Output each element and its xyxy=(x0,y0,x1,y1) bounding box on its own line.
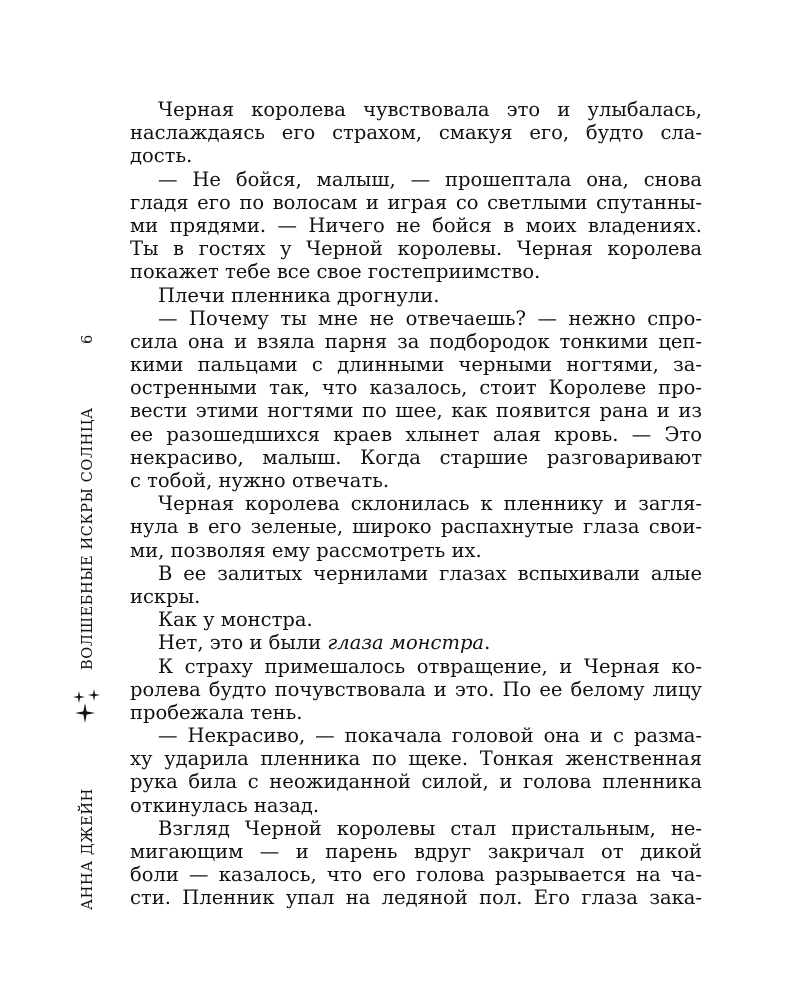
text-line: ми, позволяя ему рассмотреть их. xyxy=(130,538,482,562)
text-line: ми прядями. — Ничего не бойся в моих владениях. xyxy=(130,213,702,237)
text-line: рука била с неожиданной силой, и голова пленника xyxy=(130,770,702,794)
text-line: вести этими ногтями по шее, как появится рана и из xyxy=(130,399,702,423)
text-line: Черная королева склонилась к пленнику и загля- xyxy=(158,492,702,516)
text-line: некрасиво, малыш. Когда старшие разговаривают xyxy=(130,445,702,469)
text-line: ролева будто почувствовала и это. По ее белому лицу xyxy=(130,677,702,701)
text-line: В ее залитых чернилами глазах вспыхивали алые xyxy=(158,561,702,585)
running-head xyxy=(74,320,104,910)
text-line: с тобой, нужно отвечать. xyxy=(130,469,390,492)
text-line: нула в его зеленые, широко распахнутые глаза свои- xyxy=(130,515,702,539)
text-line: сила она и взяла парня за подбородок тонкими цеп- xyxy=(130,329,702,353)
stars-ornament-icon xyxy=(72,685,102,725)
text-line: пробежала тень. xyxy=(130,700,303,724)
text-line: Ты в гостях у Черной королевы. Черная королева xyxy=(130,237,702,261)
text-line: наслаждаясь его страхом, смакуя его, будто сла- xyxy=(130,121,702,145)
text-line: дость. xyxy=(130,144,193,168)
text-line: искры. xyxy=(130,584,201,608)
body-text xyxy=(130,98,702,910)
text-line: боли — казалось, что его голова разрывается на ча- xyxy=(130,863,702,887)
text-line: ху ударила пленника по щеке. Тонкая женственная xyxy=(130,747,702,771)
running-head-title: ВОЛШЕБНЫЕ ИСКРЫ СОЛНЦА xyxy=(80,407,96,670)
text-line: — Почему ты мне не отвечаешь? — нежно спро- xyxy=(158,306,702,330)
text-run: . xyxy=(484,631,491,655)
text-line: кими пальцами с длинными черными ногтями, за- xyxy=(130,353,702,377)
text-run: Нет, это и были xyxy=(158,631,328,655)
text-line: Взгляд Черной королевы стал пристальным, не- xyxy=(158,816,702,840)
running-head-column xyxy=(62,320,122,910)
text-line: гладя его по волосам и играя со светлыми спутанны- xyxy=(130,190,702,214)
italic-text-run: глаза монстра xyxy=(327,631,485,655)
text-line: мигающим — и парень вдруг закричал от дикой xyxy=(130,840,702,863)
running-head-author: АННА ДЖЕЙН xyxy=(80,788,96,910)
text-line: — Некрасиво, — покачала головой она и с разма- xyxy=(158,724,702,748)
text-line xyxy=(130,631,702,654)
text-line: ее разошедшихся краев хлынет алая кровь. — Это xyxy=(130,422,702,446)
text-line: сти. Пленник упал на ледяной пол. Его глаза зака- xyxy=(130,886,702,910)
text-line: Черная королева чувствовала это и улыбалась, xyxy=(158,98,702,121)
text-line: Плечи пленника дрогнули. xyxy=(158,283,440,307)
text-line: Как у монстра. xyxy=(158,608,313,632)
text-line: покажет тебе все свое гостеприимство. xyxy=(130,260,541,284)
page-number: 6 xyxy=(80,334,96,344)
text-line: откинулась назад. xyxy=(130,793,320,817)
text-line: К страху примешалось отвращение, и Черная ко- xyxy=(158,654,702,678)
text-line: — Не бойся, малыш, — прошептала она, снова xyxy=(158,167,702,191)
text-line: остренными так, что казалось, стоит Королеве про- xyxy=(130,376,702,400)
